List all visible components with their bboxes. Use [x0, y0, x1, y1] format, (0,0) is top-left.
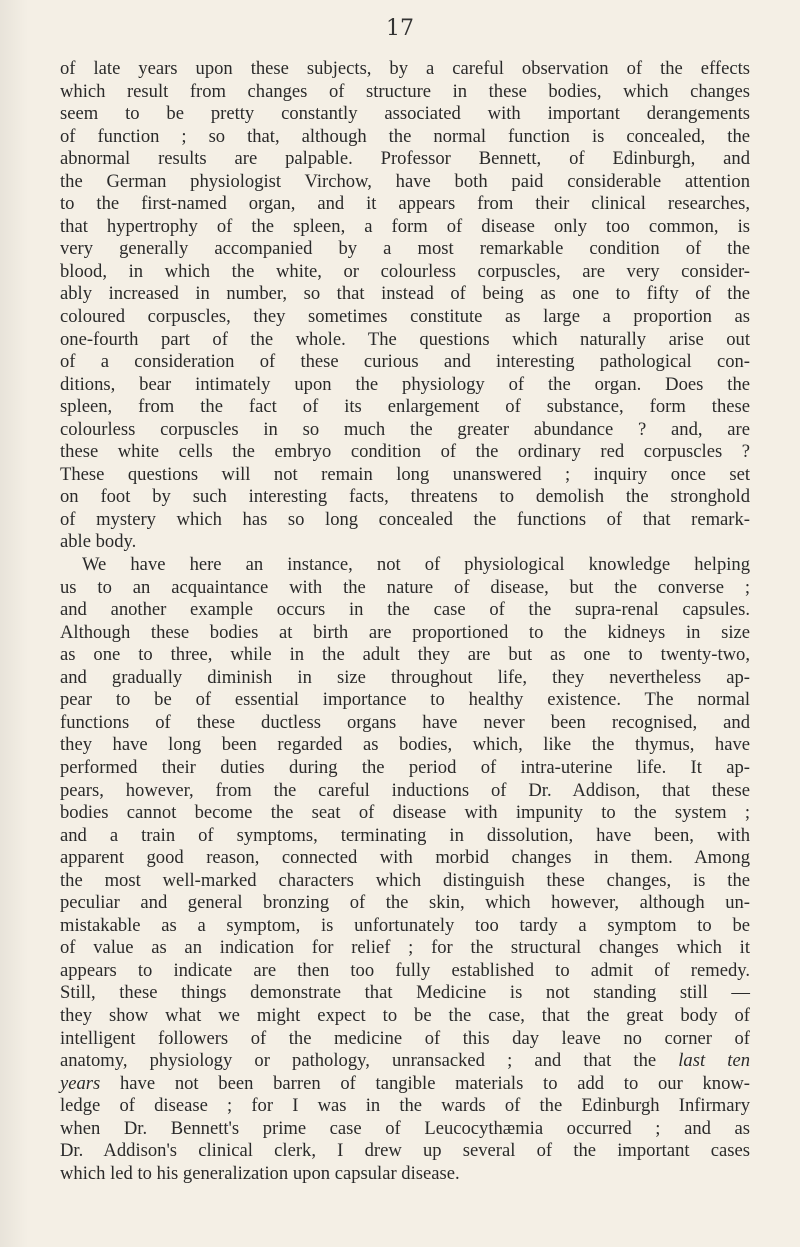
- text-line: ably increased in number, so that instead of being as one to fifty of the: [60, 283, 750, 305]
- text-line: of late years upon these subjects, by a careful observation of the effects: [60, 58, 750, 79]
- text-line: on foot by such interesting facts, threatens to demolish the stronghold: [60, 486, 750, 508]
- text-line: when Dr. Bennett's prime case of Leucocythæmia occurred ; and as: [60, 1117, 750, 1139]
- text-line: which result from changes of structure in these bodies, which changes: [60, 80, 750, 102]
- text-line: blood, in which the white, or colourless corpuscles, are very consider-: [60, 260, 750, 282]
- text-line: These questions will not remain long unanswered ; inquiry once set: [60, 463, 750, 485]
- text-line: peculiar and general bronzing of the skin, which however, although un-: [60, 892, 750, 914]
- text-line: they show what we might expect to be the case, that the great body of: [60, 1004, 750, 1026]
- text-line: of value as an indication for relief ; for the structural changes which it: [60, 937, 750, 959]
- text-line: intelligent followers of the medicine of this day leave no corner of: [60, 1027, 750, 1049]
- text-line: apparent good reason, connected with morbid changes in them. Among: [60, 847, 750, 869]
- page-number: 17: [386, 16, 414, 41]
- text-line: very generally accompanied by a most remarkable condition of the: [60, 238, 750, 260]
- text-line: functions of these ductless organs have never been recognised, and: [60, 711, 750, 733]
- text-line: ditions, bear intimately upon the physiology of the organ. Does the: [60, 373, 750, 395]
- text-line: the most well-marked characters which distinguish these changes, is the: [60, 869, 750, 891]
- text-line: they have long been regarded as bodies, which, like the thymus, have: [60, 734, 750, 756]
- text-line: abnormal results are palpable. Professor Bennett, of Edinburgh, and: [60, 148, 750, 170]
- text-line: spleen, from the fact of its enlargement of substance, form these: [60, 396, 750, 418]
- text-line: pears, however, from the careful inductions of Dr. Addison, that these: [60, 779, 750, 801]
- text-line: appears to indicate are then too fully established to admit of remedy.: [60, 959, 750, 981]
- text-line: Dr. Addison's clinical clerk, I drew up several of the important cases: [60, 1140, 750, 1162]
- text-run: have not been barren of tangible materials to add to our know-: [100, 1072, 750, 1094]
- text-line: colourless corpuscles in so much the greater abundance ? and, are: [60, 418, 750, 440]
- text-line: of a consideration of these curious and interesting pathological con-: [60, 351, 750, 373]
- text-line: [60, 1050, 750, 1073]
- text-line: of mystery which has so long concealed the functions of that remark-: [60, 508, 750, 530]
- text-line: mistakable as a symptom, is unfortunately too tardy a symptom to be: [60, 914, 750, 936]
- paragraph-start-line: We have here an instance, not of physiological knowledge helping: [82, 554, 750, 576]
- italic-run: years: [60, 1072, 101, 1094]
- text-line: us to an acquaintance with the nature of disease, but the converse ;: [60, 576, 750, 598]
- text-line: ledge of disease ; for I was in the wards of the Edinburgh Infirmary: [60, 1095, 750, 1117]
- text-line: to the first-named organ, and it appears from their clinical researches,: [60, 193, 750, 215]
- body-text: [60, 58, 750, 1185]
- text-line: and a train of symptoms, terminating in dissolution, have been, with: [60, 824, 750, 846]
- text-line: seem to be pretty constantly associated with important derangements: [60, 103, 750, 125]
- text-line: and another example occurs in the case of the supra-renal capsules.: [60, 599, 750, 621]
- text-line: Although these bodies at birth are proportioned to the kidneys in size: [60, 621, 750, 643]
- italic-run: last ten: [678, 1050, 750, 1072]
- paragraph-end-line: which led to his generalization upon capsular disease.: [60, 1162, 460, 1184]
- text-line: [60, 1073, 750, 1096]
- text-run: anatomy, physiology or pathology, unransacked ; and that the: [60, 1050, 679, 1072]
- text-line: performed their duties during the period of intra-uterine life. It ap-: [60, 756, 750, 778]
- paragraph-end-line: able body.: [60, 531, 137, 553]
- text-line: one-fourth part of the whole. The questions which naturally arise out: [60, 328, 750, 350]
- text-line: bodies cannot become the seat of disease with impunity to the system ;: [60, 802, 750, 824]
- text-line: that hypertrophy of the spleen, a form of disease only too common, is: [60, 215, 750, 237]
- text-line: of function ; so that, although the normal function is concealed, the: [60, 125, 750, 147]
- text-line: as one to three, while in the adult they are but as one to twenty-two,: [60, 644, 750, 666]
- text-line: pear to be of essential importance to healthy existence. The normal: [60, 689, 750, 711]
- text-line: these white cells the embryo condition of the ordinary red corpuscles ?: [60, 441, 750, 463]
- text-line: Still, these things demonstrate that Medicine is not standing still —: [60, 982, 750, 1004]
- text-line: the German physiologist Virchow, have both paid considerable attention: [60, 170, 750, 192]
- text-line: coloured corpuscles, they sometimes constitute as large a proportion as: [60, 306, 750, 328]
- text-line: and gradually diminish in size throughout life, they nevertheless ap-: [60, 666, 750, 688]
